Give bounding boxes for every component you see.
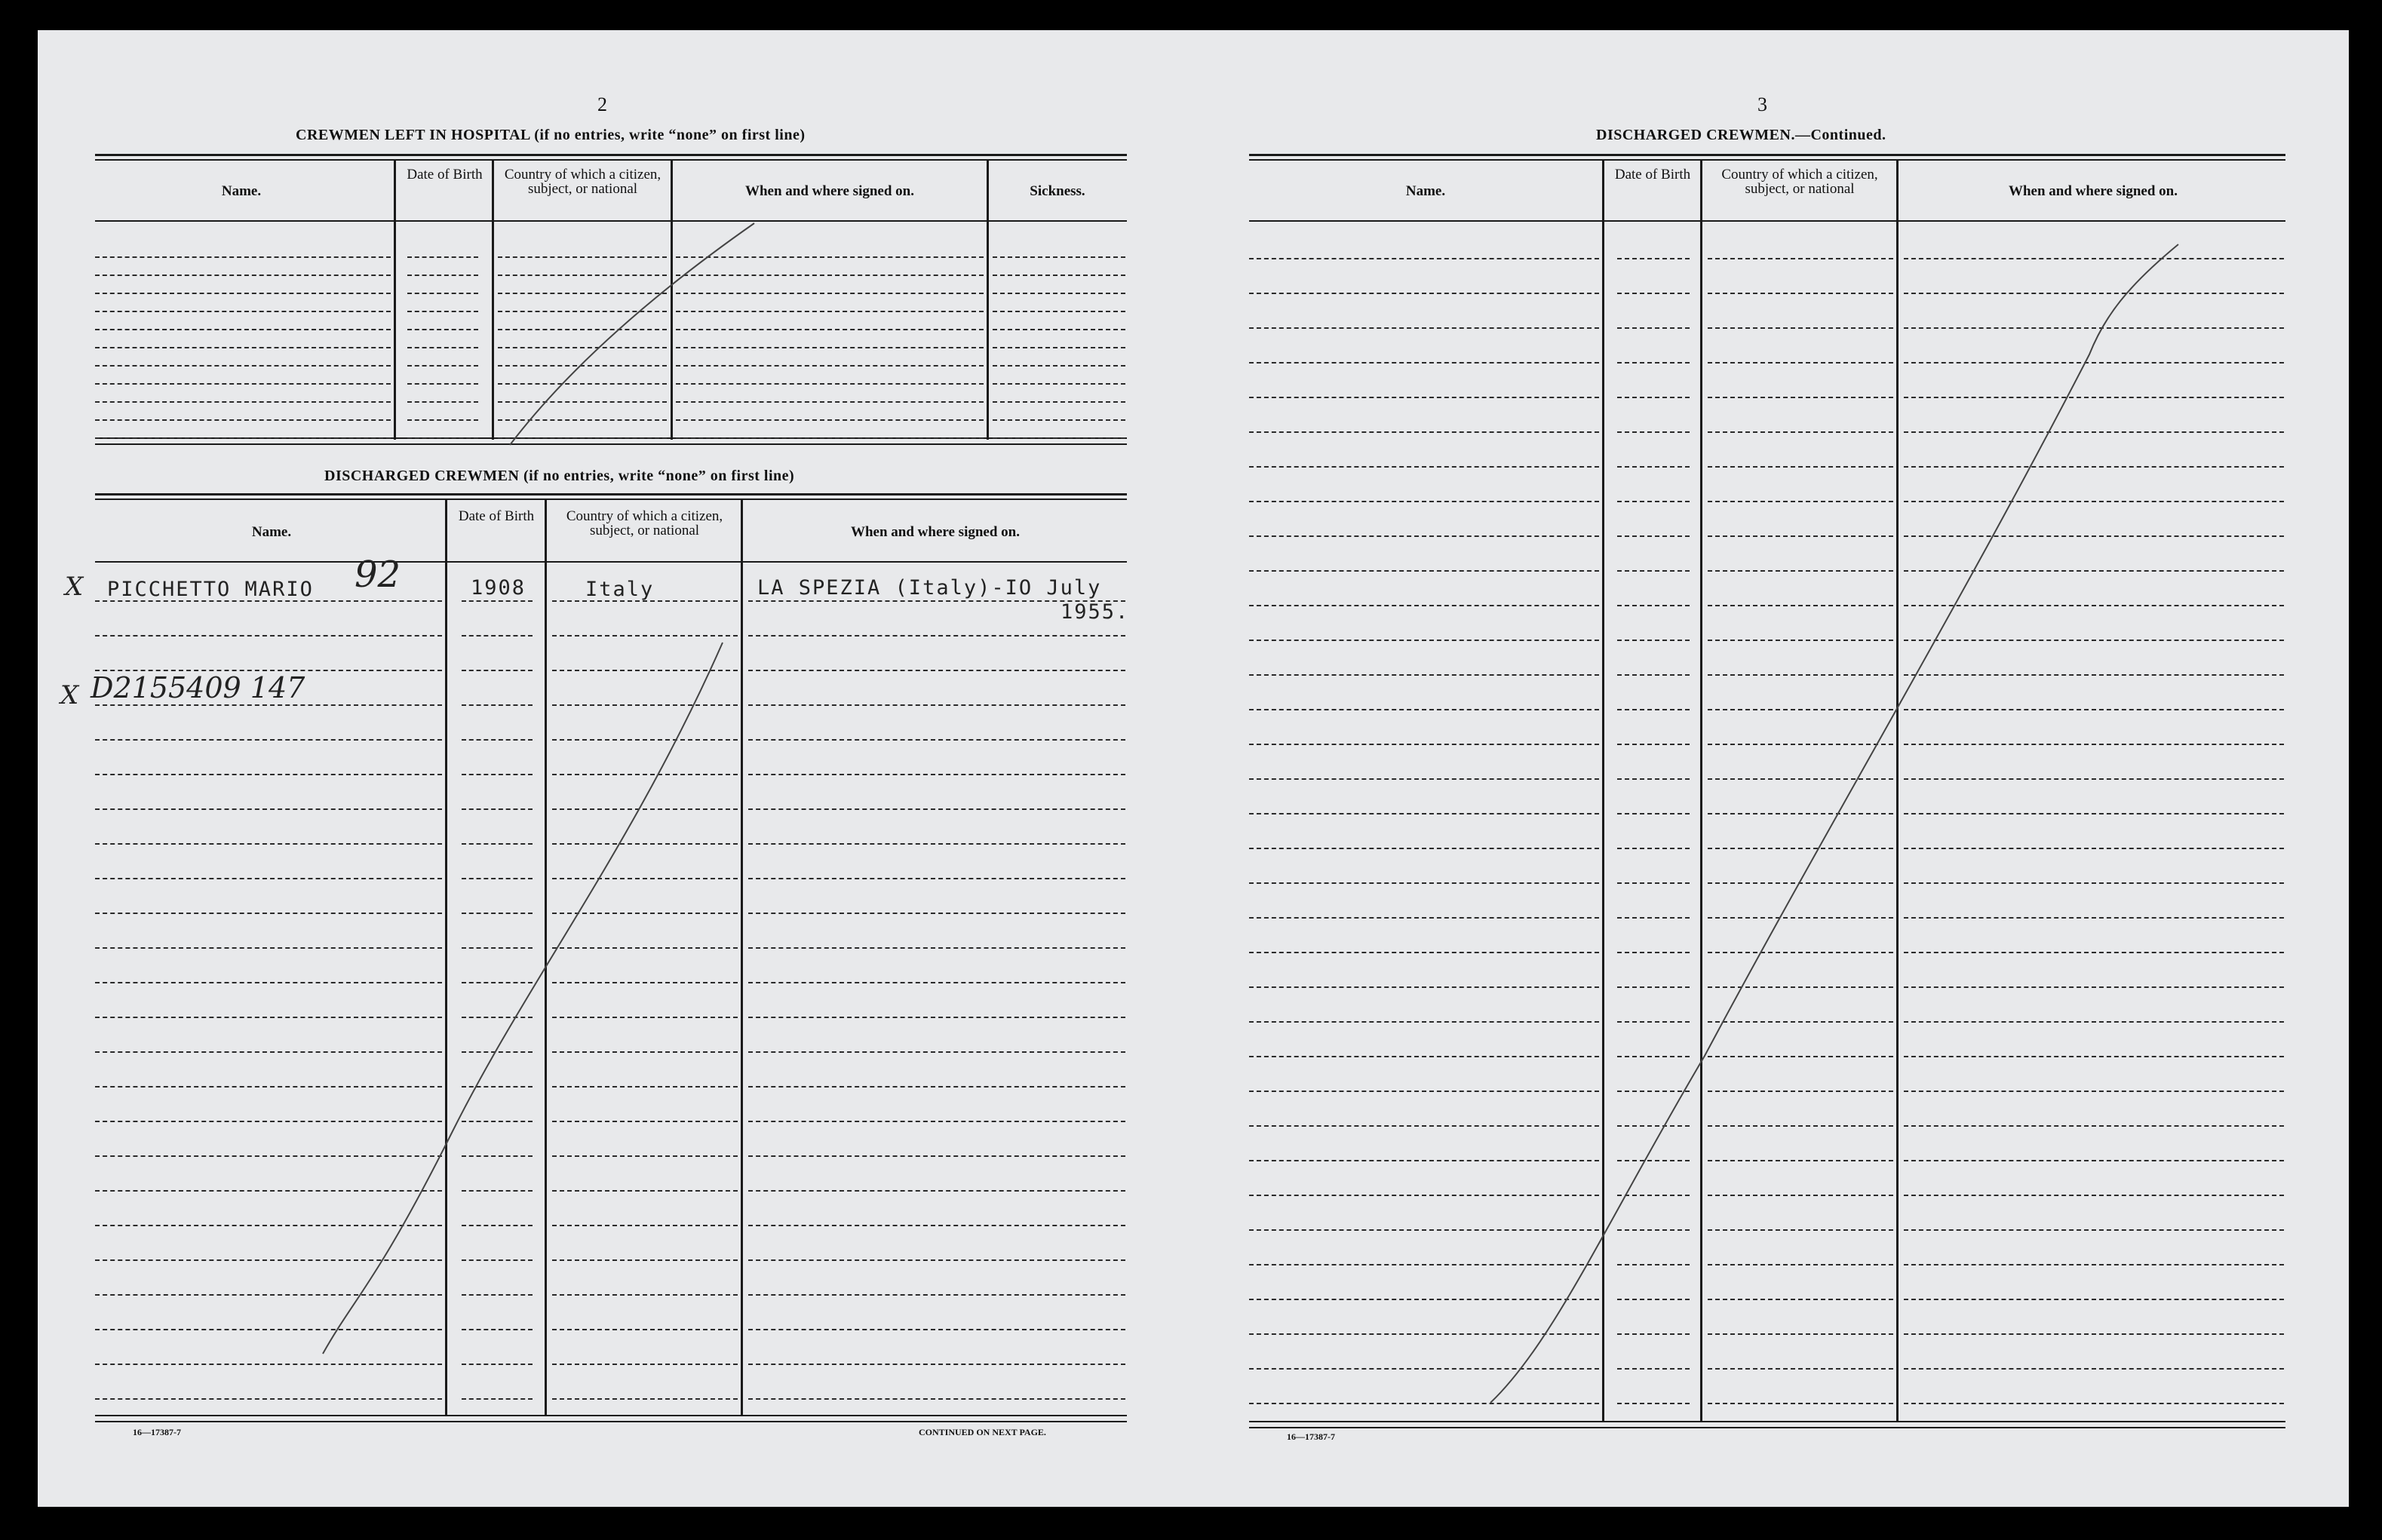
hospital-col-name: Name. — [221, 183, 262, 199]
hospital-col-country: Country of which a citizen, subject, or national — [504, 167, 661, 197]
hospital-col-birth: Date of Birth — [407, 167, 483, 183]
discharged-col-signed: When and where signed on. — [850, 524, 1020, 540]
hospital-col-signed: When and where signed on. — [744, 183, 914, 199]
entry-2-mark: X — [60, 680, 79, 710]
discharged-col-name: Name. — [251, 524, 292, 540]
entry-1-name: PICCHETTO MARIO — [107, 578, 314, 601]
discharged-cancel-stroke — [323, 643, 723, 1354]
hospital-cancel-stroke — [510, 223, 754, 445]
entry-2-hand-note: D2155409 147 — [91, 671, 305, 704]
right-page-number: 3 — [1757, 94, 1767, 115]
left-page-number: 2 — [597, 94, 607, 115]
left-form-number: 16—17387-7 — [133, 1427, 181, 1437]
right-form-number: 16—17387-7 — [1287, 1431, 1335, 1442]
right-col-birth: Date of Birth — [1614, 167, 1691, 183]
discharged-col-birth: Date of Birth — [458, 508, 535, 524]
right-col-country: Country of which a citizen, subject, or national — [1721, 167, 1878, 197]
discharged-section-title: DISCHARGED CREWMEN (if no entries, write “none” on first line) — [324, 468, 795, 484]
entry-1-birth: 1908 — [471, 576, 526, 600]
right-col-name: Name. — [1405, 183, 1446, 199]
entry-1-country: Italy — [585, 578, 655, 601]
hospital-section-title: CREWMEN LEFT IN HOSPITAL (if no entries, write “none” on first line) — [296, 127, 806, 143]
entry-1-mark: X — [65, 572, 84, 602]
entry-1-signed-line1: LA SPEZIA (Italy)-IO July — [757, 576, 1102, 600]
entry-1-hand-note: 92 — [355, 554, 401, 596]
right-col-signed: When and where signed on. — [2008, 183, 2178, 199]
right-section-title: DISCHARGED CREWMEN.—Continued. — [1596, 127, 1886, 143]
entry-1-signed-line2: 1955. — [1061, 600, 1130, 624]
right-cancel-stroke — [1490, 244, 2178, 1403]
discharged-col-country: Country of which a citizen, subject, or national — [566, 508, 723, 538]
hospital-col-sickness: Sickness. — [1030, 183, 1085, 199]
continued-note: CONTINUED ON NEXT PAGE. — [919, 1427, 1046, 1437]
